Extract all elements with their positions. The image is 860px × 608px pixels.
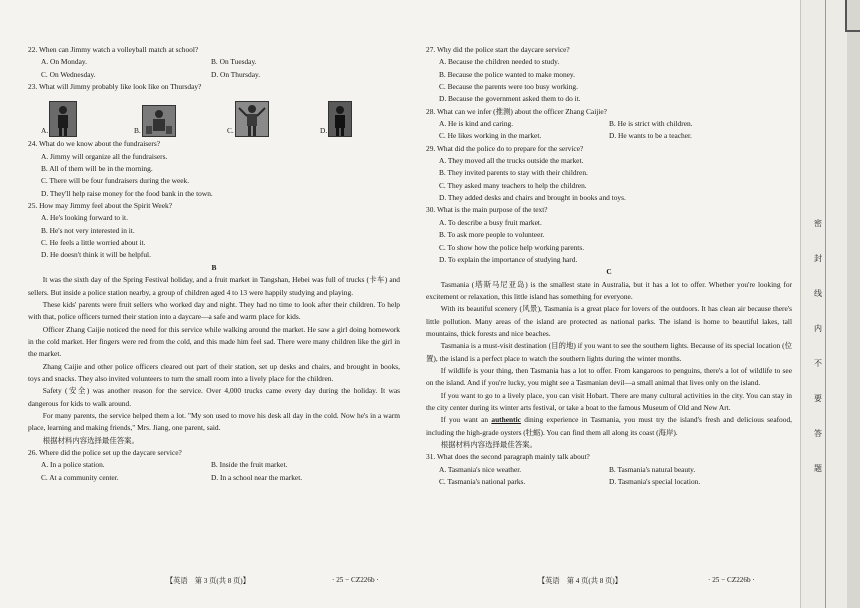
passage-b-paragraph: It was the sixth day of the Spring Festival holiday, and a fruit market in Tangshan, Hebei was full of trucks (卡车) and sellers. But inside a police station nearby, a group of children aged 4 to 13 were happily studying and playing. — [28, 275, 400, 297]
option: A. In a police station. — [41, 460, 105, 470]
seal-char: 封 — [814, 254, 822, 263]
option: C. They asked many teachers to help the children. — [439, 180, 587, 190]
corner-mark — [845, 0, 860, 32]
question-23: 23. What will Jimmy probably like look like on Thursday? — [28, 82, 202, 92]
option: C. He feels a little worried about it. — [41, 238, 146, 248]
page-code: · 25 − CZ226b · — [708, 576, 755, 584]
option: D. Tasmania's special location. — [609, 477, 701, 487]
seal-char: 内 — [814, 324, 822, 333]
passage-b-paragraph: Zhang Caijie and other police officers cleared out part of their station, set up desks and chairs, and brought in books, toys and snacks. They also invited volunteers to turn the small room into a lively place for the children. — [28, 361, 400, 383]
option: C. On Wednesday. — [41, 69, 96, 79]
option: C. There will be four fundraisers during the week. — [41, 176, 190, 186]
instruction: 根据材料内容选择最佳答案。 — [440, 440, 537, 449]
option: D. In a school near the market. — [211, 472, 303, 482]
picture-option-a — [41, 101, 121, 137]
option: A. They moved all the trucks outside the market. — [439, 156, 584, 166]
exam-page-3 — [0, 0, 400, 608]
option-letter: B. — [134, 126, 141, 136]
option: A. He's looking forward to it. — [41, 213, 128, 223]
option: B. On Tuesday. — [211, 57, 257, 67]
question-26-options-row1 — [28, 459, 400, 471]
option-letter: D. — [320, 126, 328, 136]
seal-char: 密 — [814, 219, 822, 228]
page-footer: 【英语 第 3 页(共 8 页)】 — [166, 577, 250, 585]
seal-char: 不 — [814, 359, 822, 368]
passage-c-paragraph: If you want to go to a lively place, you can visit Hobart. There are many cultural activities in the city. You can stay in the city center during its winter arts festival, or take a boat to the famous Museum of Old and New Art. — [426, 390, 792, 412]
text: dining experience in Tasmania, you must try the island's fresh and delicious seafood, including the high-grade oysters (牡蛎). You can find them all along its coast (海岸). — [426, 415, 792, 437]
person-photo-icon — [49, 101, 77, 137]
option: B. Inside the fruit market. — [211, 460, 288, 470]
page-footer: 【英语 第 4 页(共 8 页)】 — [538, 577, 622, 585]
left-column — [28, 44, 400, 484]
option: B. Because the police wanted to make money. — [439, 69, 575, 79]
question-22-options-row2 — [28, 69, 400, 81]
question-24: 24. What do we know about the fundraisers? — [28, 139, 161, 149]
passage-c-paragraph: With its beautiful scenery (风景), Tasmania is a great place for lovers of the outdoors. It has clean air because there's little pollution. Many areas of the island are protected as national parks. The island is home to beautiful lakes, tall mountains, thick forests and nice beaches. — [426, 304, 792, 338]
option: A. Tasmania's nice weather. — [439, 464, 522, 474]
question-30: 30. What is the main purpose of the text? — [426, 205, 548, 215]
question-22: 22. When can Jimmy watch a volleyball match at school? — [28, 45, 199, 54]
person-photo-icon — [142, 105, 176, 137]
option: A. Because the children needed to study. — [439, 57, 560, 67]
question-28: 28. What can we infer (推测) about the officer Zhang Caijie? — [426, 106, 607, 116]
passage-c-paragraph-authentic — [426, 414, 792, 439]
passage-c-paragraph: If wildlife is your thing, then Tasmania has a lot to offer. From kangaroos to penguins, there's a lot of wildlife to see on the island. And if you're lucky, you might see a Tasmanian devil—a small animal that lives only on the island. — [426, 365, 792, 388]
question-25: 25. How may Jimmy feel about the Spirit Week? — [28, 201, 172, 211]
picture-option-d — [320, 101, 400, 137]
question-27: 27. Why did the police start the daycare service? — [426, 45, 570, 54]
question-29: 29. What did the police do to prepare for the service? — [426, 143, 584, 153]
section-b-heading: B — [211, 262, 217, 272]
question-31-options-row1 — [426, 464, 792, 476]
option: D. He doesn't think it will be helpful. — [41, 250, 151, 260]
person-photo-icon — [328, 101, 352, 137]
right-column — [426, 44, 792, 488]
option: B. He's not very interested in it. — [41, 225, 135, 235]
binding-margin — [800, 0, 860, 608]
seal-char: 题 — [814, 464, 822, 473]
passage-b-paragraph: For many parents, the service helped them a lot. "My son used to move his desk all day in the cold. Now he's in a warm place, learning and making friends," Mrs. Jiang, one parent, said. — [28, 410, 400, 433]
option: D. Because the government asked them to do it. — [439, 94, 581, 104]
option: A. To describe a busy fruit market. — [439, 217, 542, 227]
question-26: 26. Where did the police set up the daycare service? — [28, 447, 182, 457]
picture-option-b — [134, 105, 214, 137]
option: B. Tasmania's natural beauty. — [609, 464, 696, 474]
passage-c-paragraph: Tasmania is a must-visit destination (目的地) if you want to see the southern lights. Because of its special location (位置), the island is a perfect place to watch the southern lights during the winter months. — [426, 341, 792, 363]
passage-b-paragraph: Officer Zhang Caijie noticed the need for this service while walking around the market. He saw a girl doing homework in the cold market. Her fingers were red from the cold, and this made him feel sad. There were many children like the girl in the market. — [28, 324, 400, 359]
question-22-options-row1 — [28, 56, 400, 68]
question-28-options-row1 — [426, 118, 792, 130]
option: C. At a community center. — [41, 472, 119, 482]
option: C. He likes working in the market. — [439, 131, 542, 141]
underlined-word: authentic — [491, 415, 521, 425]
section-c-heading: C — [606, 267, 612, 277]
option: B. All of them will be in the morning. — [41, 164, 153, 174]
question-26-options-row2 — [28, 472, 400, 484]
text: If you want an — [440, 415, 492, 425]
seal-line-notice — [811, 206, 825, 486]
seal-char: 线 — [814, 289, 822, 298]
option: D. On Thursday. — [211, 69, 261, 79]
paper-edge — [847, 0, 860, 608]
picture-option-c — [227, 101, 307, 137]
question-28-options-row2 — [426, 130, 792, 142]
option: C. Tasmania's national parks. — [439, 477, 526, 487]
option-letter: C. — [227, 126, 234, 136]
question-31: 31. What does the second paragraph mainly talk about? — [426, 452, 590, 462]
instruction: 根据材料内容选择最佳答案。 — [42, 435, 139, 445]
question-23-picture-options — [28, 93, 400, 137]
option: B. They invited parents to stay with their children. — [439, 168, 588, 178]
page-code: · 25 − CZ226b · — [332, 576, 379, 584]
option: A. He is kind and caring. — [439, 119, 514, 129]
seal-char: 答 — [814, 429, 822, 438]
question-31-options-row2 — [426, 476, 792, 488]
option: D. They'll help raise money for the food bank in the town. — [41, 188, 213, 198]
option: B. He is strict with children. — [609, 119, 693, 129]
option-letter: A. — [41, 126, 49, 136]
passage-b-paragraph: These kids' parents were fruit sellers who worked day and night. They had no time to look after their children. To help with that, police officers turned their station into a daycare—a safe and warm place for kids. — [28, 299, 400, 322]
seal-char: 要 — [814, 394, 822, 403]
option: D. To explain the importance of studying hard. — [439, 254, 578, 264]
seal-line — [825, 0, 826, 608]
exam-page-4 — [408, 0, 800, 608]
option: C. Because the parents were too busy working. — [439, 82, 578, 92]
option: B. To ask more people to volunteer. — [439, 230, 545, 240]
passage-b-paragraph: Safety (安全) was another reason for the service. Over 4,000 trucks came every day during the holiday. It was dangerous for kids to walk around. — [28, 386, 400, 408]
option: D. He wants to be a teacher. — [609, 131, 692, 141]
option: A. Jimmy will organize all the fundraisers. — [41, 151, 168, 161]
option: C. To show how the police help working parents. — [439, 242, 585, 252]
option: D. They added desks and chairs and brought in books and toys. — [439, 193, 626, 203]
person-photo-icon — [235, 101, 269, 137]
passage-c-paragraph: Tasmania (塔斯马尼亚岛) is the smallest state in Australia, but it has a lot to offer. Whether you're looking for excitement or relaxation, this little island has something for everyone. — [426, 279, 792, 301]
option: A. On Monday. — [41, 57, 87, 67]
